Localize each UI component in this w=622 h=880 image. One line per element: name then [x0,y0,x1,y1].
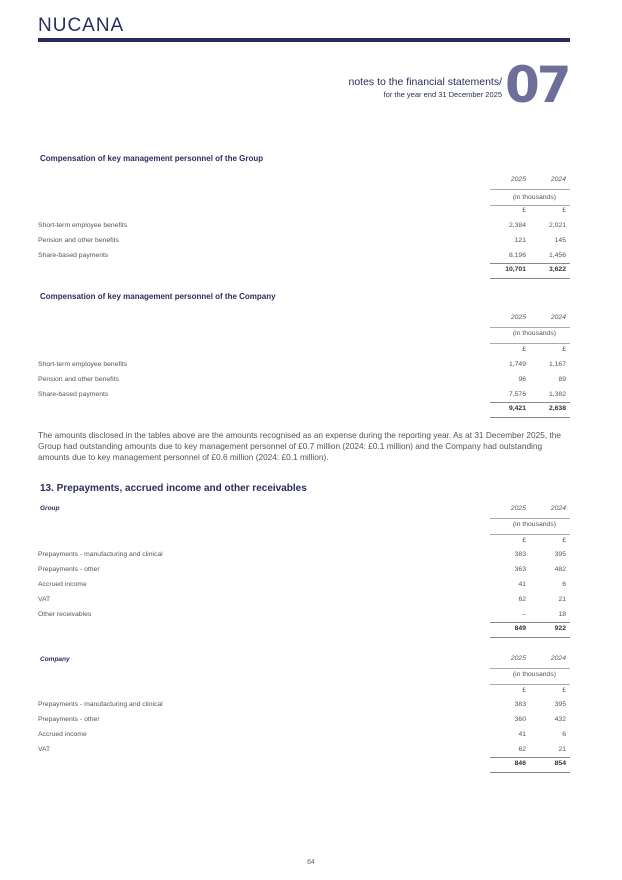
row-label: Prepayments - other [38,566,100,573]
table1-currency2: £ [562,207,566,214]
company-total-rule [490,757,570,758]
row-value-2024: 482 [554,566,566,573]
row-label: Short-term employee benefits [38,222,128,229]
note13-title: 13. Prepayments, accrued income and other receivables [40,483,307,494]
row-value-2024: 395 [554,701,566,708]
table1-header-rule [490,189,570,190]
row-value-2025: 1,749 [508,361,526,368]
row-value-2024: 1,456 [548,252,566,259]
row-value-2025: 7,576 [508,391,526,398]
total-2025: 10,701 [505,266,526,273]
row-value-2024: 1,382 [548,391,566,398]
group-currency-row [38,537,570,552]
group-units-rule [490,534,570,535]
row-value-2025: 96 [518,376,526,383]
row-value-2025: 41 [518,731,526,738]
row-label: Prepayments - manufacturing and clinical [38,551,163,558]
row-value-2024: 395 [554,551,566,558]
row-label: Accrued income [38,581,87,588]
total-2024: 3,622 [548,266,566,273]
table1-total-rule [490,263,570,264]
table2-currency-row [38,346,570,361]
row-label: Accrued income [38,731,87,738]
group-label: Group [40,505,60,512]
row-label: Prepayments - other [38,716,100,723]
row-label: Share-based payments [38,391,109,398]
company-units: (in thousands) [512,671,556,678]
table1-units-rule [490,205,570,206]
page-number: 64 [307,859,315,866]
table-row [38,746,570,761]
row-value-2024: 145 [554,237,566,244]
table-row [38,596,570,611]
company-currency2: £ [562,687,566,694]
total-2025: 849 [514,625,526,632]
table2-header-rule [490,327,570,328]
table-row [38,581,570,596]
row-label: VAT [38,746,51,753]
table2-total-rule [490,402,570,403]
table-row [38,731,570,746]
row-value-2025: 41 [518,581,526,588]
group-header-rule [490,518,570,519]
row-value-2024: 6 [562,581,566,588]
row-value-2025: 383 [514,551,526,558]
row-value-2025: 62 [518,746,526,753]
table2-units-rule [490,343,570,344]
group-total-rule [490,622,570,623]
table1-units: (in thousands) [512,194,556,201]
row-value-2025: 62 [518,596,526,603]
table-row [38,551,570,566]
table2-units: (in thousands) [512,330,556,337]
row-label: Short-term employee benefits [38,361,128,368]
section-title: notes to the financial statements/ [348,76,502,88]
row-value-2025: 360 [514,716,526,723]
row-value-2024: 2,021 [548,222,566,229]
company-logo: NUCANA [38,15,125,36]
table2-bottom-rule [490,417,570,418]
row-label: Prepayments - manufacturing and clinical [38,701,163,708]
total-2024: 2,638 [548,405,566,412]
disclosure-paragraph: The amounts disclosed in the tables above are the amounts recognised as an expense during the reporting year. As at 31 December 2025, the Group had outstanding amounts due to key management personnel of £0.7 million (2024: £0.1 million) and the Company had outstanding amounts due to key management personnel of £0.6 million (2024: £0.1 million). [38,430,562,463]
table-row [38,237,570,252]
table-row [38,716,570,731]
row-label: Other receivables [38,611,92,618]
company-label: Company [40,656,70,663]
row-value-2025: 121 [514,237,526,244]
table2-currency2: £ [562,346,566,353]
row-value-2025: 8,196 [508,252,526,259]
table2-title: Compensation of key management personnel of the Company [40,292,276,301]
table1-title: Compensation of key management personnel of the Group [40,154,264,163]
section-subtitle: for the year end 31 December 2025 [383,90,502,99]
row-value-2025: 363 [514,566,526,573]
row-value-2025: 2,384 [508,222,526,229]
company-year1: 2025 [510,655,526,662]
total-2025: 846 [514,760,526,767]
table-row [38,376,570,391]
company-header-rule [490,668,570,669]
table1-currency-row [38,207,570,222]
row-value-2024: 18 [558,611,566,618]
row-label: VAT [38,596,51,603]
total-2024: 854 [554,760,566,767]
table-row [38,611,570,626]
total-2024: 922 [554,625,566,632]
company-bottom-rule [490,772,570,773]
table1-currency1: £ [522,207,526,214]
table2-currency1: £ [522,346,526,353]
row-value-2025: 383 [514,701,526,708]
header-bar [38,38,570,42]
row-label: Pension and other benefits [38,237,119,244]
group-currency1: £ [522,537,526,544]
company-year2: 2024 [550,655,566,662]
company-units-rule [490,684,570,685]
table1-year2: 2024 [550,176,566,183]
table-row [38,252,570,267]
row-value-2024: 6 [562,731,566,738]
group-units: (in thousands) [512,521,556,528]
row-value-2024: 432 [554,716,566,723]
section-number: 07 [505,56,569,114]
company-currency-row [38,687,570,702]
total-2025: 9,421 [508,405,526,412]
row-label: Share-based payments [38,252,109,259]
table-row [38,701,570,716]
row-value-2024: 21 [558,596,566,603]
group-year1: 2025 [510,505,526,512]
table-row [38,361,570,376]
table2-year2: 2024 [550,314,566,321]
table-row [38,222,570,237]
row-value-2024: 21 [558,746,566,753]
row-label: Pension and other benefits [38,376,119,383]
row-value-2024: 89 [558,376,566,383]
table-row [38,391,570,406]
table1-year1: 2025 [510,176,526,183]
table2-year1: 2025 [510,314,526,321]
company-currency1: £ [522,687,526,694]
table1-bottom-rule [490,278,570,279]
table-row [38,566,570,581]
row-value-2025: – [522,611,526,618]
group-currency2: £ [562,537,566,544]
group-bottom-rule [490,637,570,638]
row-value-2024: 1,167 [548,361,566,368]
group-year2: 2024 [550,505,566,512]
section-heading [348,76,502,100]
